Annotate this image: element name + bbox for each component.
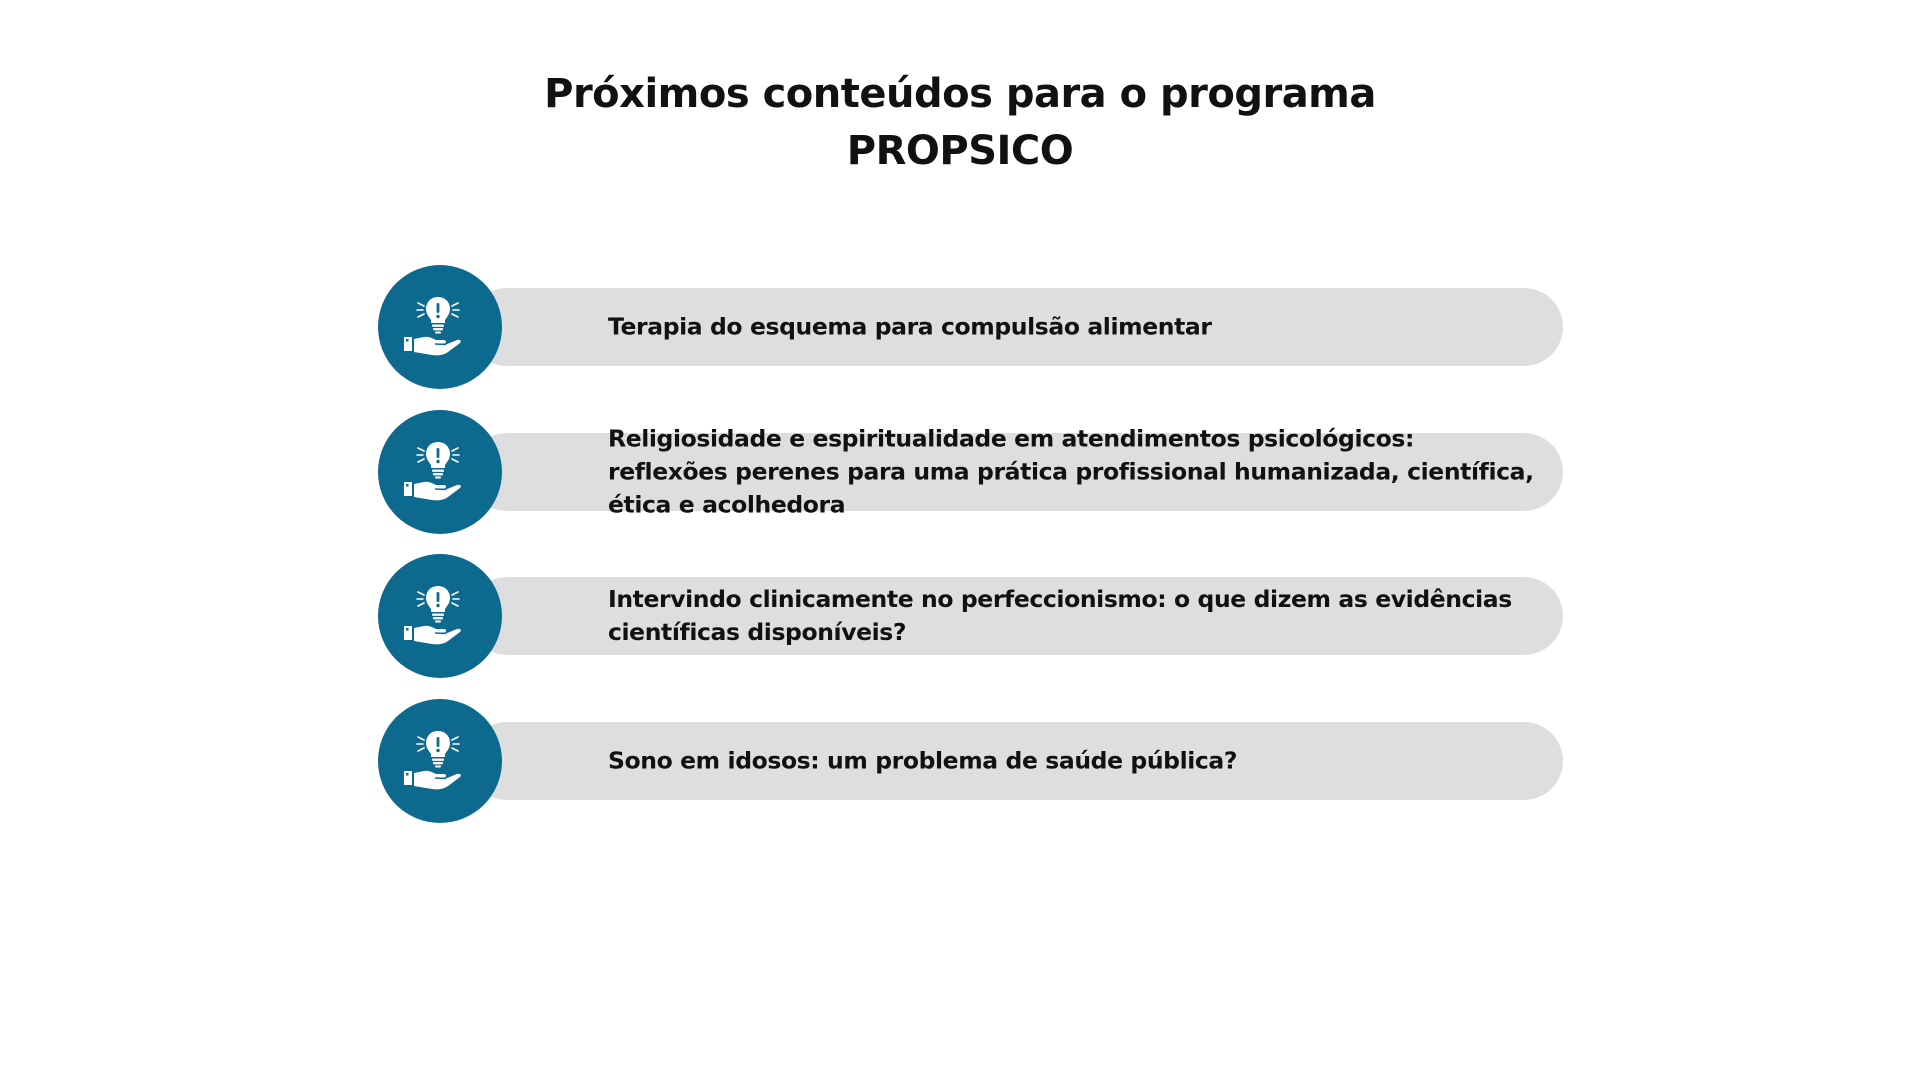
hand-lightbulb-icon	[402, 584, 474, 648]
icon-circle	[378, 410, 502, 534]
list-item	[378, 265, 1563, 389]
item-pill	[468, 577, 1563, 655]
hand-lightbulb-icon	[402, 729, 474, 793]
page-title-line-1: Próximos conteúdos para o programa	[544, 71, 1376, 117]
item-pill	[468, 722, 1563, 800]
icon-circle	[378, 554, 502, 678]
hand-lightbulb-icon	[402, 295, 474, 359]
item-label: Sono em idosos: um problema de saúde pública?	[608, 746, 1238, 775]
item-label: Terapia do esquema para compulsão alimentar	[608, 312, 1212, 341]
icon-circle	[378, 265, 502, 389]
item-label: Intervindo clinicamente no perfeccionismo: o que dizem as evidências científicas disponíveis?	[608, 585, 1512, 646]
item-label: Religiosidade e espiritualidade em atendimentos psicológicos: reflexões perenes para uma prática profissional humanizada, científica, ética e acolhedora	[608, 424, 1534, 519]
list-item	[378, 410, 1563, 534]
page-title-line-2: PROPSICO	[846, 128, 1074, 174]
list-item	[378, 699, 1563, 823]
hand-lightbulb-icon	[402, 440, 474, 504]
item-pill	[468, 288, 1563, 366]
page-title	[0, 66, 1920, 180]
item-pill	[468, 424, 1563, 519]
list-item	[378, 554, 1563, 678]
icon-circle	[378, 699, 502, 823]
